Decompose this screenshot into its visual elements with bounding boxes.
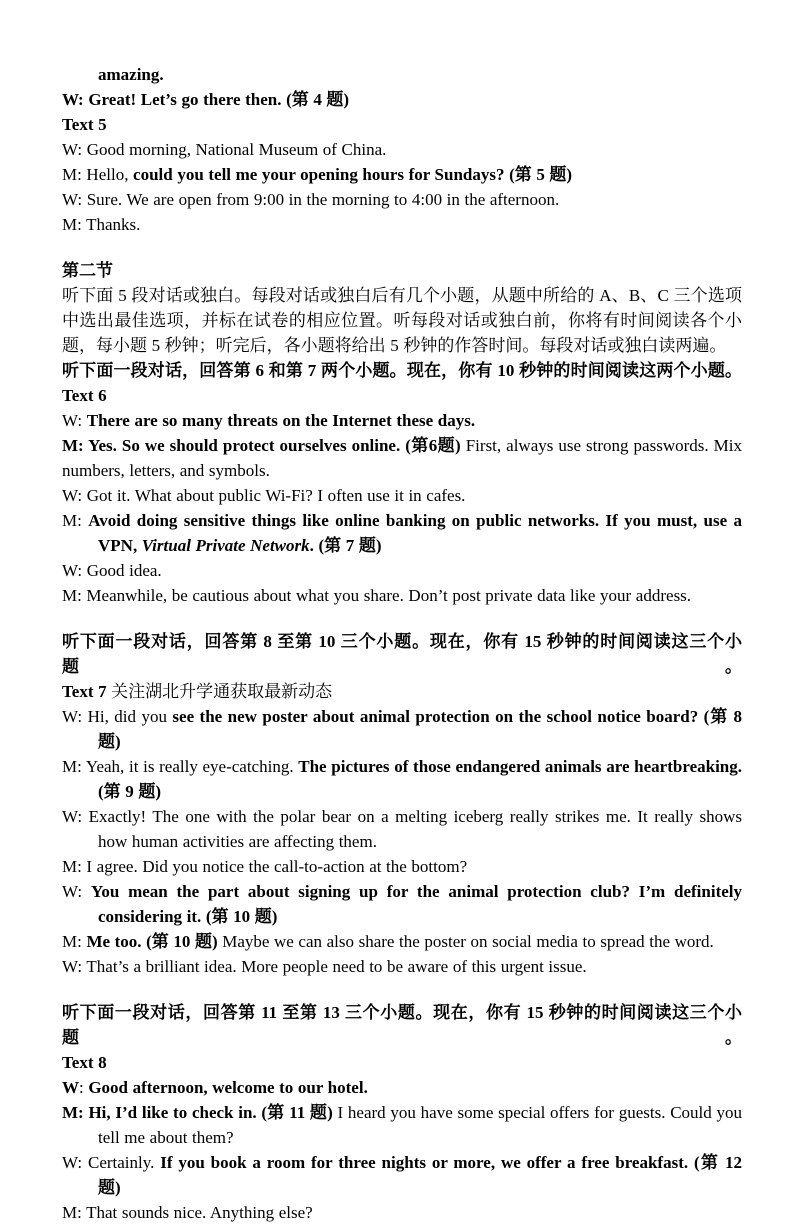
text-segment: W: Good idea. — [62, 561, 162, 580]
text-segment: Text 7 — [62, 682, 112, 701]
transcript-line — [62, 1050, 742, 1075]
text-segment: Text 8 — [62, 1053, 107, 1072]
transcript-line — [62, 583, 742, 608]
transcript-line — [62, 283, 742, 358]
text-segment: 听下面一段对话，回答第 8 至第 10 三个小题。现在，你有 15 秒钟的时间阅读这三个小题。 — [62, 632, 742, 676]
text-segment: M: — [62, 932, 87, 951]
transcript-line — [62, 358, 742, 383]
transcript-line — [62, 162, 742, 187]
text-segment: W: Certainly. — [62, 1153, 161, 1172]
text-segment: 听下面一段对话，回答第 6 和第 7 两个小题。现在，你有 10 秒钟的时间阅读这两个小题。 — [62, 361, 742, 380]
transcript-line — [62, 87, 742, 112]
transcript-line — [62, 212, 742, 237]
text-segment: W: Great! Let’s go there then. (第 4 题) — [62, 90, 350, 109]
text-segment: The pictures of those endangered animals are heartbreaking. (第 9 题) — [98, 757, 742, 801]
text-segment: W: Exactly! The one with the polar bear on a melting iceberg really strikes me. It really shows how human activities are affecting them. — [62, 807, 742, 851]
transcript-line — [62, 1100, 742, 1150]
text-segment: If you book a room for three nights or more, we offer a free breakfast. (第 12 题) — [98, 1153, 742, 1197]
transcript-line — [62, 408, 742, 433]
text-segment: M: Thanks. — [62, 215, 141, 234]
text-segment: could you tell me your opening hours for Sundays? (第 5 题) — [133, 165, 573, 184]
text-segment: Me too. (第 10 题) — [86, 932, 218, 951]
transcript-line — [62, 433, 742, 483]
transcript-line — [62, 508, 742, 558]
transcript-line — [62, 804, 742, 854]
transcript-line — [62, 629, 742, 679]
transcript — [62, 62, 742, 1225]
text-segment: Good afternoon, welcome to our hotel. — [88, 1078, 368, 1097]
text-segment: Avoid doing sensitive things like online banking on public networks. If you must, use a VPN, — [88, 511, 742, 555]
text-segment: M: Hi, I’d like to check in. (第 11 题) — [62, 1103, 338, 1122]
text-segment: There are so many threats on the Internet these days. — [86, 411, 476, 430]
text-segment: W: That’s a brilliant idea. More people need to be aware of this urgent issue. — [62, 957, 587, 976]
transcript-line — [62, 1000, 742, 1050]
transcript-line — [62, 187, 742, 212]
transcript-line — [62, 679, 742, 704]
text-segment: W: Good morning, National Museum of China. — [62, 140, 387, 159]
text-segment: W — [62, 1078, 79, 1097]
text-segment: Text 5 — [62, 115, 107, 134]
text-segment: W: Sure. We are open from 9:00 in the morning to 4:00 in the afternoon. — [62, 190, 560, 209]
transcript-line — [62, 1150, 742, 1200]
text-segment: M: Hello, — [62, 165, 134, 184]
transcript-line — [62, 137, 742, 162]
transcript-line — [62, 1200, 742, 1225]
transcript-line — [62, 383, 742, 408]
text-segment: W: Got it. What about public Wi-Fi? I often use it in cafes. — [62, 486, 466, 505]
text-segment: M: Yeah, it is really eye-catching. — [62, 757, 299, 776]
transcript-line — [62, 112, 742, 137]
text-segment: M: I agree. Did you notice the call-to-action at the bottom? — [62, 857, 468, 876]
transcript-line — [62, 258, 742, 283]
transcript-line — [62, 483, 742, 508]
transcript-line — [62, 62, 742, 87]
text-segment: 听下面 5 段对话或独白。每段对话或独白后有几个小题，从题中所给的 A、B、C 三个选项中选出最佳选项，并标在试卷的相应位置。听每段对话或独白前，你将有时间阅读各个小题，每小题 5 秒钟；听完后，各小题将给出 5 秒钟的作答时间。每段对话或独白读两遍。 — [62, 286, 742, 355]
transcript-line — [62, 879, 742, 929]
transcript-line — [62, 754, 742, 804]
transcript-line — [62, 1075, 742, 1100]
text-segment: 听下面一段对话，回答第 11 至第 13 三个小题。现在，你有 15 秒钟的时间阅读这三个小题。 — [62, 1003, 742, 1047]
text-segment: I heard you have some special offers for guests. Could you tell me about them? — [98, 1103, 742, 1147]
transcript-line — [62, 854, 742, 879]
text-segment: amazing. — [98, 65, 164, 84]
text-segment: Maybe we can also share the poster on social media to spread the word. — [217, 932, 714, 951]
text-segment: . (第 7 题) — [309, 536, 382, 555]
text-segment: First, always use strong passwords. Mix numbers, letters, and symbols. — [62, 436, 742, 480]
transcript-line — [62, 558, 742, 583]
transcript-line — [62, 704, 742, 754]
text-segment: Text 6 — [62, 386, 107, 405]
text-segment: M: Yes. So we should protect ourselves online. (第6题) — [62, 436, 461, 455]
text-segment: M: Meanwhile, be cautious about what you share. Don’t post private data like your address. — [62, 586, 692, 605]
text-segment: Virtual Private Network — [141, 536, 310, 555]
transcript-line — [62, 929, 742, 954]
text-segment: M: — [62, 511, 89, 530]
text-segment: 关注湖北升学通获取最新动态 — [111, 682, 333, 701]
text-segment: You mean the part about signing up for the animal protection club? I’m definitely considering it. (第 10 题) — [90, 882, 742, 926]
text-segment: W: — [62, 411, 87, 430]
text-segment: 第二节 — [62, 261, 113, 280]
text-segment: W: Hi, did you — [62, 707, 173, 726]
text-segment: see the new poster about animal protection on the school notice board? (第 8 题) — [98, 707, 742, 751]
text-segment: : — [79, 1078, 89, 1097]
text-segment: W: — [62, 882, 91, 901]
transcript-line — [62, 954, 742, 979]
text-segment: M: That sounds nice. Anything else? — [62, 1203, 313, 1222]
